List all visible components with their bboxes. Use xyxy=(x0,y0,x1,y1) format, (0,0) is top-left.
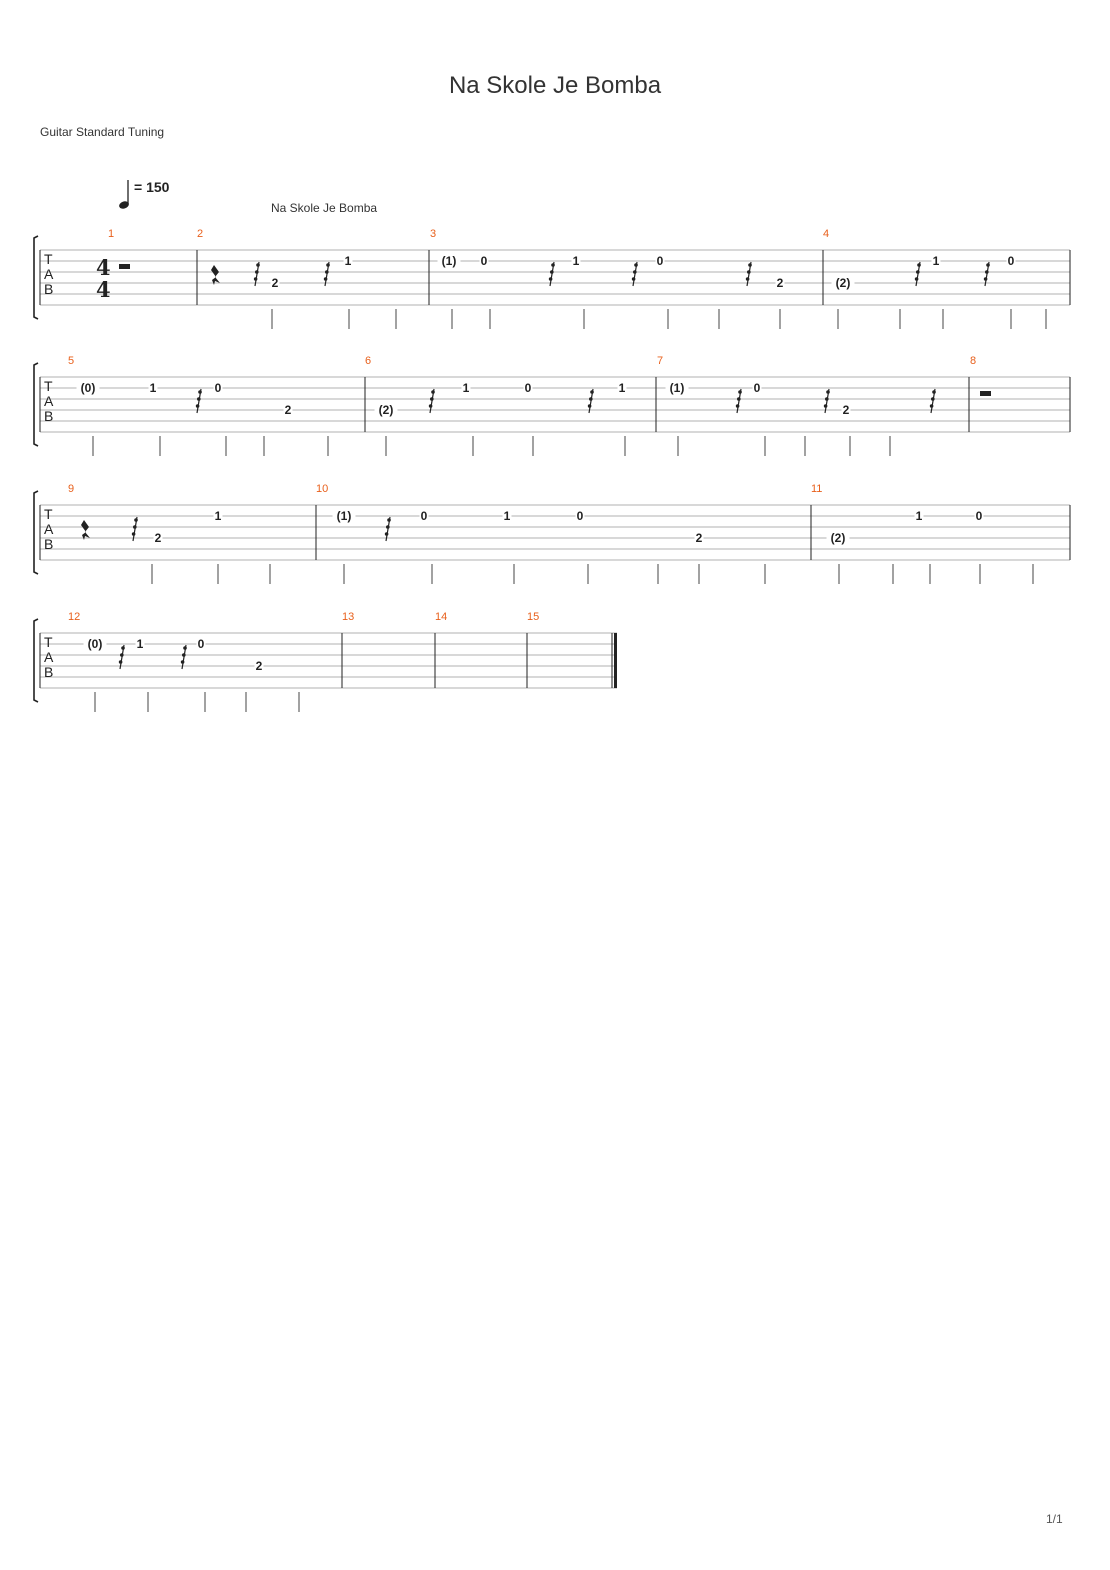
system-bracket xyxy=(34,363,38,446)
tab-system xyxy=(34,483,1070,584)
rest-dot xyxy=(738,390,742,394)
fret-number: 1 xyxy=(344,254,352,268)
sixteenth-rest-icon xyxy=(746,262,752,286)
rest-dot xyxy=(387,518,391,522)
fret-number: (1) xyxy=(669,381,685,395)
rest-dot xyxy=(549,277,553,281)
sixteenth-rest-icon xyxy=(196,389,202,413)
quarter-rest-icon xyxy=(81,520,90,540)
fret-number: 0 xyxy=(656,254,664,268)
sixteenth-rest-icon xyxy=(736,389,742,413)
fret-number: 1 xyxy=(214,509,222,523)
measure-number: 7 xyxy=(657,355,664,367)
fret-number: 0 xyxy=(197,637,205,651)
measure-number: 2 xyxy=(197,228,204,240)
half-rest-icon xyxy=(119,264,130,269)
fret-number: 1 xyxy=(618,381,626,395)
tab-clef-letter: A xyxy=(44,649,54,665)
page-number: 1/1 xyxy=(1046,1512,1063,1526)
measure-number: 9 xyxy=(68,483,75,495)
rest-dot xyxy=(196,404,200,408)
measure-number: 1 xyxy=(108,228,115,240)
rest-dot xyxy=(736,404,740,408)
measure-number: 6 xyxy=(365,355,372,367)
fret-number: 1 xyxy=(149,381,157,395)
fret-number: 2 xyxy=(695,531,703,545)
rest-dot xyxy=(550,270,554,274)
rest-dot xyxy=(134,518,138,522)
rest-dot xyxy=(737,397,741,401)
rest-dot xyxy=(551,263,555,267)
tab-system xyxy=(34,355,1070,456)
measure-number: 11 xyxy=(811,483,823,495)
rest-dot xyxy=(429,404,433,408)
tab-clef-letter: B xyxy=(44,281,54,297)
fret-number: 0 xyxy=(480,254,488,268)
rest-dot xyxy=(119,660,123,664)
fret-number: 1 xyxy=(136,637,144,651)
rest-dot xyxy=(386,525,390,529)
rest-dot xyxy=(325,270,329,274)
tab-system xyxy=(34,611,617,712)
sixteenth-rest-icon xyxy=(915,262,921,286)
rest-dot xyxy=(588,404,592,408)
fret-number: 0 xyxy=(1007,254,1015,268)
fret-number: 2 xyxy=(271,276,279,290)
section-label: Na Skole Je Bomba xyxy=(271,201,378,215)
fret-number: (0) xyxy=(87,637,103,651)
measure-number: 4 xyxy=(823,228,830,240)
tuning-label: Guitar Standard Tuning xyxy=(40,125,165,139)
tab-clef-letter: A xyxy=(44,393,54,409)
rest-dot xyxy=(632,277,636,281)
rest-dot xyxy=(254,277,258,281)
rest-dot xyxy=(826,390,830,394)
rest-dot xyxy=(748,263,752,267)
rest-dot xyxy=(198,390,202,394)
fret-number: (2) xyxy=(830,531,846,545)
sixteenth-rest-icon xyxy=(429,389,435,413)
fret-number: (2) xyxy=(835,276,851,290)
rest-dot xyxy=(326,263,330,267)
tab-clef-letter: T xyxy=(44,506,53,522)
fret-number: 0 xyxy=(524,381,532,395)
measure-number: 8 xyxy=(970,355,977,367)
rest-dot xyxy=(183,646,187,650)
sixteenth-rest-icon xyxy=(324,262,330,286)
rest-dot xyxy=(132,532,136,536)
measure-number: 15 xyxy=(527,611,540,623)
fret-number: 2 xyxy=(284,403,292,417)
fret-number: (0) xyxy=(80,381,96,395)
system-bracket xyxy=(34,236,38,319)
rest-dot xyxy=(824,404,828,408)
rest-dot xyxy=(931,397,935,401)
rest-dot xyxy=(182,653,186,657)
fret-number: (1) xyxy=(441,254,457,268)
fret-number: 2 xyxy=(255,659,263,673)
fret-number: 1 xyxy=(572,254,580,268)
measure-number: 12 xyxy=(68,611,81,623)
sixteenth-rest-icon xyxy=(984,262,990,286)
tab-system xyxy=(34,228,1070,329)
rest-dot xyxy=(986,263,990,267)
tab-clef-letter: B xyxy=(44,536,54,552)
measure-number: 10 xyxy=(316,483,329,495)
sixteenth-rest-icon xyxy=(930,389,936,413)
half-rest-icon xyxy=(980,391,991,396)
rest-dot xyxy=(120,653,124,657)
rest-dot xyxy=(915,277,919,281)
sixteenth-rest-icon xyxy=(132,517,138,541)
rest-dot xyxy=(589,397,593,401)
sixteenth-rest-icon xyxy=(385,517,391,541)
rest-dot xyxy=(385,532,389,536)
fret-number: 1 xyxy=(503,509,511,523)
sixteenth-rest-icon xyxy=(549,262,555,286)
rest-dot xyxy=(590,390,594,394)
measure-number: 3 xyxy=(430,228,437,240)
sixteenth-rest-icon xyxy=(119,645,125,669)
fret-number: 1 xyxy=(915,509,923,523)
rest-dot xyxy=(825,397,829,401)
final-barline xyxy=(614,633,617,688)
rest-dot xyxy=(930,404,934,408)
sixteenth-rest-icon xyxy=(254,262,260,286)
tempo-text: = 150 xyxy=(134,179,170,195)
rest-dot xyxy=(324,277,328,281)
time-signature-top: 4 xyxy=(96,255,111,280)
fret-number: (1) xyxy=(336,509,352,523)
rest-dot xyxy=(430,397,434,401)
fret-number: 2 xyxy=(154,531,162,545)
rest-dot xyxy=(633,270,637,274)
rest-dot xyxy=(181,660,185,664)
rest-dot xyxy=(916,270,920,274)
measure-number: 13 xyxy=(342,611,355,623)
fret-number: 0 xyxy=(420,509,428,523)
fret-number: 1 xyxy=(462,381,470,395)
fret-number: 0 xyxy=(975,509,983,523)
fret-number: 2 xyxy=(842,403,850,417)
fret-number: (2) xyxy=(378,403,394,417)
rest-dot xyxy=(431,390,435,394)
rest-dot xyxy=(917,263,921,267)
tab-clef-letter: B xyxy=(44,408,54,424)
sixteenth-rest-icon xyxy=(181,645,187,669)
measure-number: 5 xyxy=(68,355,75,367)
system-bracket xyxy=(34,619,38,702)
time-signature-bottom: 4 xyxy=(96,277,111,302)
quarter-rest-icon xyxy=(211,265,220,285)
fret-number: 0 xyxy=(576,509,584,523)
rest-dot xyxy=(634,263,638,267)
fret-number: 0 xyxy=(214,381,222,395)
rest-dot xyxy=(985,270,989,274)
score-title: Na Skole Je Bomba xyxy=(448,72,662,99)
system-bracket xyxy=(34,491,38,574)
tab-clef-letter: A xyxy=(44,266,54,282)
tab-clef-letter: A xyxy=(44,521,54,537)
sixteenth-rest-icon xyxy=(588,389,594,413)
rest-dot xyxy=(932,390,936,394)
rest-dot xyxy=(121,646,125,650)
rest-dot xyxy=(746,277,750,281)
fret-number: 2 xyxy=(776,276,784,290)
rest-dot xyxy=(984,277,988,281)
rest-dot xyxy=(197,397,201,401)
sixteenth-rest-icon xyxy=(632,262,638,286)
tab-clef-letter: T xyxy=(44,634,53,650)
tab-clef-letter: B xyxy=(44,664,54,680)
fret-number: 1 xyxy=(932,254,940,268)
fret-number: 0 xyxy=(753,381,761,395)
rest-dot xyxy=(747,270,751,274)
rest-dot xyxy=(255,270,259,274)
sixteenth-rest-icon xyxy=(824,389,830,413)
rest-dot xyxy=(133,525,137,529)
measure-number: 14 xyxy=(435,611,448,623)
rest-dot xyxy=(256,263,260,267)
tab-clef-letter: T xyxy=(44,251,53,267)
tab-clef-letter: T xyxy=(44,378,53,394)
